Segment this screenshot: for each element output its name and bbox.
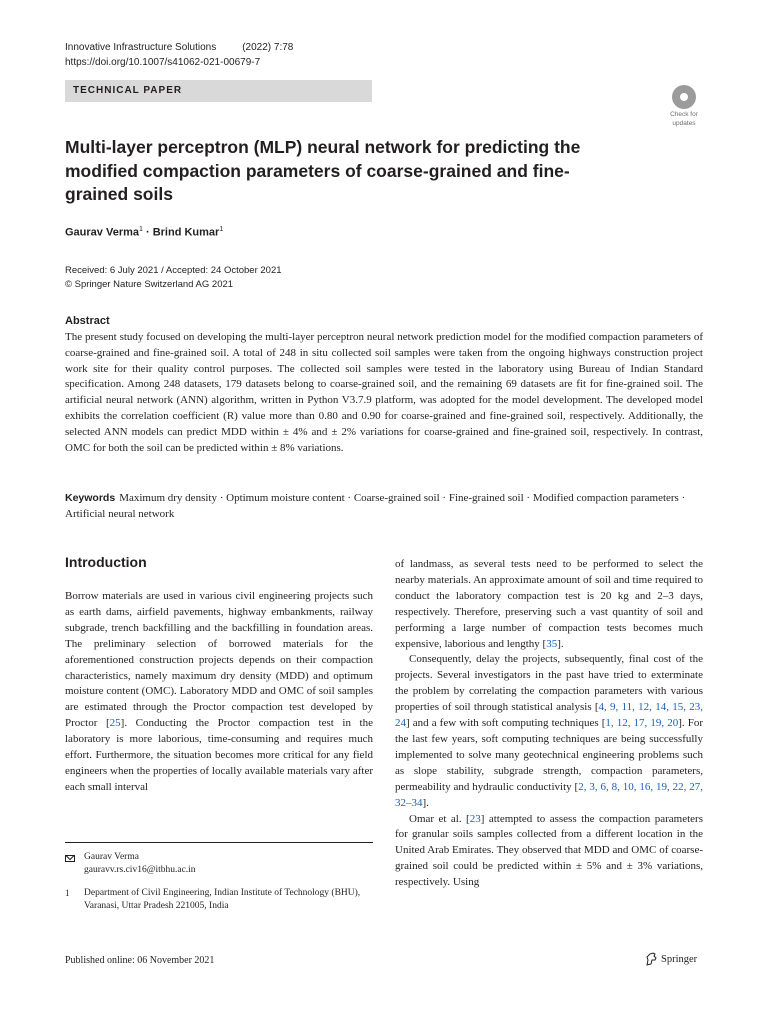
citation-link[interactable]: 1, 12, 17, 19, 20 (605, 717, 679, 730)
paragraph: Consequently, delay the projects, subsequently, final cost of the projects. Several investigators in the past have tried to exterminate the problem by correlating the compaction parameters with various properties of soil through statistical analysis [4, 9, 11, 12, 14, 15, 23, 24] and a few with soft computing techniques [1, 12, 17, 19, 20]. For the last few years, soft computing techniques are being successfully implemented to solve many geotechnical engineering problems such as slope stability, subgrade strength, compaction parameters, permeability and hydraulic conductivity [2, 3, 6, 8, 10, 16, 19, 22, 27, 32–34]. (395, 653, 704, 809)
citation-link[interactable]: 2, 3, 6, 8, 10, 16, 19, 22, 27, 32–34 (395, 780, 704, 809)
author-name[interactable]: Gaurav Verma (65, 226, 139, 239)
left-column (65, 589, 373, 796)
author-separator: · (142, 226, 153, 239)
paper-type-band: TECHNICAL PAPER (65, 80, 372, 102)
citation-link[interactable]: 35 (546, 637, 558, 650)
paragraph: Borrow materials are used in various civil engineering projects such as earth dams, airfield pavements, highway embankments, railway subgrade, trench backfilling and the backfilling in foundation areas. The preliminary selection of borrowed materials for the aforementioned construction projects depends on their compaction characteristics, namely maximum dry density (MDD) and optimum moisture content (OMC). Laboratory MDD and OMC of soil samples are estimated through the Proctor compaction test developed by Proctor [25]. Conducting the Proctor compaction test in the laboratory is more laborious, time-consuming and requires much effort. Furthermore, the situation becomes more critical for any field engineers when the properties of locally available materials vary after each small interval (65, 590, 373, 793)
abstract-heading: Abstract (65, 315, 110, 327)
publisher-logo (645, 952, 697, 966)
footnotes (65, 851, 373, 913)
received-accepted-dates: Received: 6 July 2021 / Accepted: 24 October 2021 (65, 265, 282, 276)
journal-name (65, 40, 293, 55)
doi-link[interactable]: https://doi.org/10.1007/s41062-021-00679-7 (65, 57, 261, 68)
author-affiliation-mark: 1 (219, 226, 224, 233)
journal-volume: (2022) 7:78 (242, 42, 294, 53)
paragraph: of landmass, as several tests need to be performed to select the nearby materials. An approximate amount of soil and time required to conduct the laboratory compaction test is 20 kg and 2–3 days, respectively. Therefore, preserving such a vast quantity of soil and performing a large number of compaction tests becomes much expensive, laborious and lengthy [35]. (395, 558, 703, 650)
paragraph: Omar et al. [23] attempted to assess the compaction parameters for granular soils samples collected from a different location in the United Arab Emirates. They observed that MDD and OMC of coarse-grained soil could be predicted within ± 5% and ± 3% variations, respectively. Using (395, 812, 703, 889)
corresponding-author-email[interactable]: gauravv.rs.civ16@itbhu.ac.in (84, 865, 196, 875)
envelope-icon (65, 855, 75, 862)
corresponding-author-note (65, 851, 373, 877)
section-heading-introduction: Introduction (65, 554, 147, 570)
check-for-updates-badge[interactable] (665, 85, 703, 127)
citation-link[interactable]: 23 (469, 812, 481, 825)
citation-link[interactable]: 4, 9, 11, 12, 14, 15, 23, 24 (395, 701, 703, 730)
paper-title: Multi-layer perceptron (MLP) neural network for predicting the modified compaction parameters of coarse-grained and fine-grained soils (65, 137, 581, 204)
published-online-date: Published online: 06 November 2021 (65, 955, 215, 966)
abstract-body: The present study focused on developing the multi-layer perceptron neural network prediction model for the modified compaction parameters of coarse-grained and fine-grained soil. A total of 248 in situ collected soil samples were taken from the ongoing highways construction project work site for their quality control purposes. The collected soil samples were tested in the laboratory using Bureau of Indian Standard specification. Among 248 datasets, 179 datasets belong to coarse-grained soil, and the remaining 69 datasets are fit for fine-grained soil. The artificial neural network (ANN) algorithm, written in Python V3.7.9 platform, was adopted for the model development. The developed model exhibits the correlation coefficient (R) value more than 0.80 and 0.90 for coarse-grained and fine-grained soil, respectively. Additionally, the selected ANN models can predict MDD within ± 4% and ± 2% variations for coarse-grained and fine-grained soil, respectively. In contrast, OMC for both the soil can be predicted within ± 8% variations. (65, 331, 703, 454)
keywords-list: Maximum dry density · Optimum moisture content · Coarse-grained soil · Fine-grained soil · Modified compaction parameters · Artificial neural network (65, 492, 686, 520)
check-updates-line2: updates (672, 120, 696, 127)
affiliation-text: Department of Civil Engineering, Indian Institute of Technology (BHU), Varanasi, Uttar Pradesh 221005, India (84, 888, 361, 911)
keywords-block (65, 491, 703, 523)
journal-title: Innovative Infrastructure Solutions (65, 42, 217, 53)
affiliation-note (65, 887, 373, 913)
right-column (395, 557, 703, 891)
publisher-name: Springer (661, 953, 698, 965)
citation-link[interactable]: 25 (109, 717, 121, 730)
author-list (65, 226, 223, 239)
keywords-label: Keywords (65, 492, 116, 504)
affiliation-mark: 1 (65, 888, 70, 898)
check-updates-line1: Check for (670, 111, 698, 118)
author-affiliation-mark: 1 (139, 226, 143, 233)
corresponding-author-name: Gaurav Verma (84, 852, 139, 862)
check-updates-icon (672, 85, 696, 109)
copyright-line: © Springer Nature Switzerland AG 2021 (65, 278, 234, 290)
springer-horse-icon (645, 952, 658, 966)
author-name[interactable]: Brind Kumar (152, 226, 220, 239)
dates-block (65, 264, 282, 291)
footnote-divider (65, 842, 373, 843)
